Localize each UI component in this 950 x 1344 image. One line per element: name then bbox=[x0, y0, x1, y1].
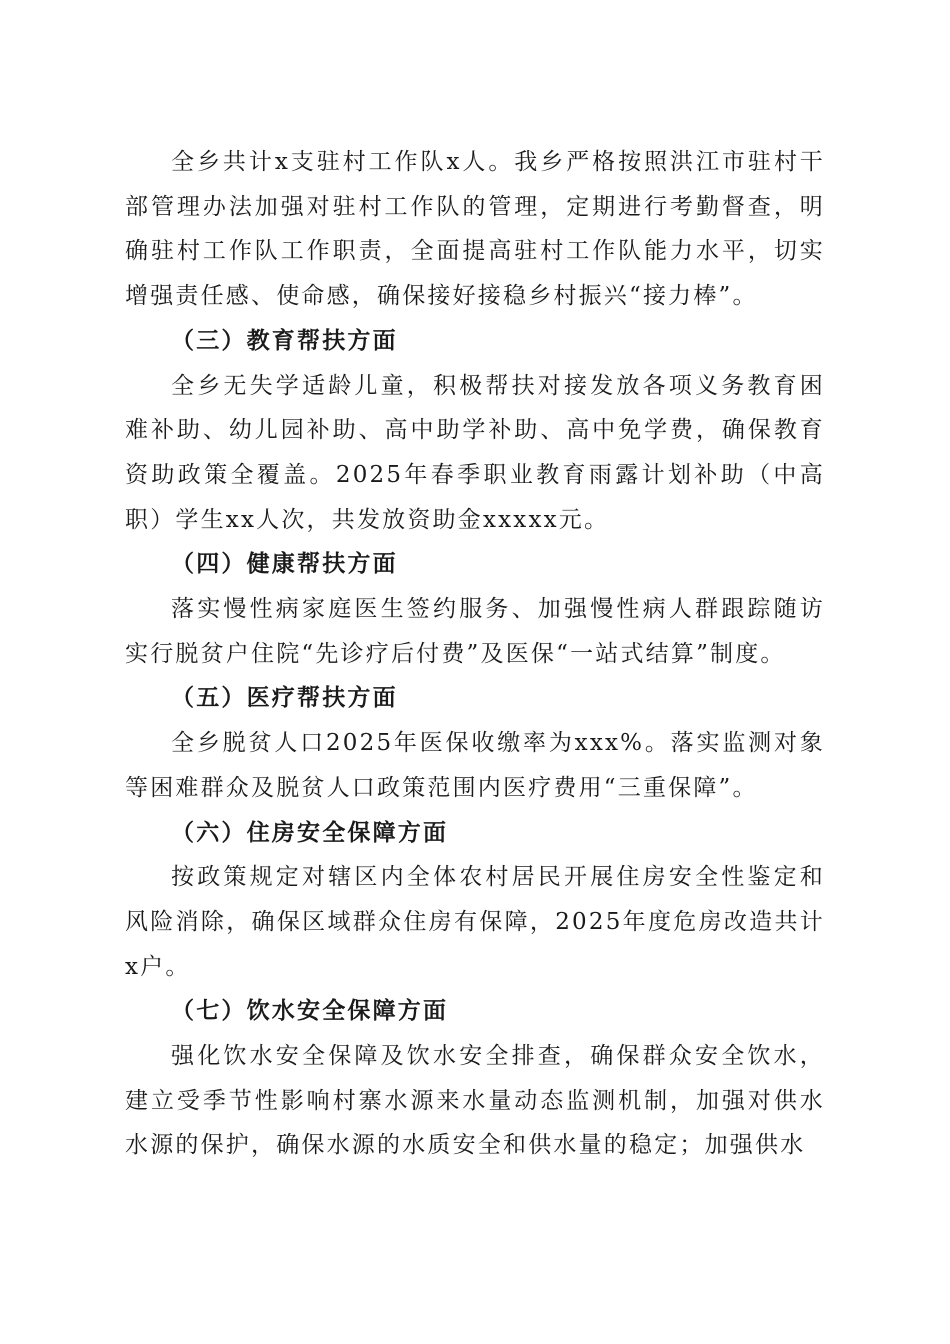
document-body bbox=[125, 140, 825, 1168]
paragraph-medical-assistance: 全乡脱贫人口2025年医保收缴率为xxx%。落实监测对象等困难群众及脱贫人口政策范围内医疗费用“三重保障”。 bbox=[125, 730, 825, 801]
heading-health-assistance: （四）健康帮扶方面 bbox=[171, 550, 398, 578]
heading-education-assistance: （三）教育帮扶方面 bbox=[171, 326, 398, 354]
heading-housing-safety: （六）住房安全保障方面 bbox=[171, 818, 449, 846]
heading-medical-assistance: （五）医疗帮扶方面 bbox=[171, 684, 398, 712]
paragraph-drinking-water-safety: 强化饮水安全保障及饮水安全排查，确保群众安全饮水，建立受季节性影响村寨水源来水量动态监测机制，加强对供水水源的保护，确保水源的水质安全和供水量的稳定；加强供水 bbox=[125, 1043, 825, 1159]
paragraph-education-assistance: 全乡无失学适龄儿童，积极帮扶对接发放各项义务教育困难补助、幼儿园补助、高中助学补助、高中免学费，确保教育资助政策全覆盖。2025年春季职业教育雨露计划补助（中高职）学生xx人次，共发放资助金xxxxx元。 bbox=[125, 372, 825, 533]
heading-drinking-water-safety: （七）饮水安全保障方面 bbox=[171, 997, 449, 1025]
paragraph-housing-safety: 按政策规定对辖区内全体农村居民开展住房安全性鉴定和风险消除，确保区域群众住房有保障，2025年度危房改造共计x户。 bbox=[125, 864, 825, 980]
paragraph-work-team: 全乡共计x支驻村工作队x人。我乡严格按照洪江市驻村干部管理办法加强对驻村工作队的管理，定期进行考勤督查，明确驻村工作队工作职责，全面提高驻村工作队能力水平，切实增强责任感、使命感，确保接好接稳乡村振兴“接力棒”。 bbox=[125, 149, 825, 310]
paragraph-health-assistance: 落实慢性病家庭医生签约服务、加强慢性病人群跟踪随访实行脱贫户住院“先诊疗后付费”及医保“一站式结算”制度。 bbox=[125, 596, 825, 667]
